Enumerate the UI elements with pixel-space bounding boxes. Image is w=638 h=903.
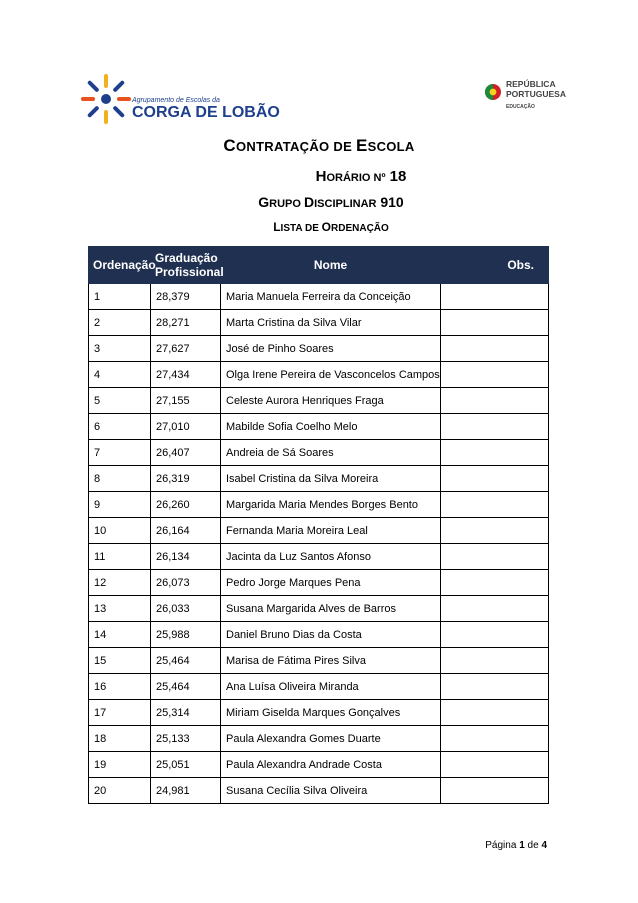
- ordenacao-table: [88, 246, 549, 804]
- coat-of-arms-icon: [485, 84, 501, 100]
- cell-obs: [441, 310, 549, 336]
- table-row: [89, 726, 549, 752]
- gov-line2: PORTUGUESA: [506, 89, 566, 99]
- cell-ordenacao: 12: [89, 570, 151, 596]
- cell-ordenacao: 8: [89, 466, 151, 492]
- cell-nome: Daniel Bruno Dias da Costa: [221, 622, 441, 648]
- cell-nome: Jacinta da Luz Santos Afonso: [221, 544, 441, 570]
- cell-graduacao: 25,464: [151, 674, 221, 700]
- cell-obs: [441, 492, 549, 518]
- header-obs: Obs.: [441, 247, 549, 284]
- table-row: [89, 674, 549, 700]
- cell-ordenacao: 1: [89, 284, 151, 310]
- gov-line1: REPÚBLICA: [506, 79, 556, 89]
- cell-nome: Andreia de Sá Soares: [221, 440, 441, 466]
- cell-obs: [441, 336, 549, 362]
- cell-nome: Ana Luísa Oliveira Miranda: [221, 674, 441, 700]
- gov-line3: EDUCAÇÃO: [506, 104, 535, 110]
- cell-graduacao: 25,988: [151, 622, 221, 648]
- grupo-line: GRUPO DISCIPLINAR 910: [258, 194, 404, 210]
- cell-nome: Olga Irene Pereira de Vasconcelos Campos: [221, 362, 441, 388]
- cell-nome: Celeste Aurora Henriques Fraga: [221, 388, 441, 414]
- cell-obs: [441, 622, 549, 648]
- table-row: [89, 648, 549, 674]
- cell-nome: Isabel Cristina da Silva Moreira: [221, 466, 441, 492]
- cell-nome: Maria Manuela Ferreira da Conceição: [221, 284, 441, 310]
- cell-ordenacao: 5: [89, 388, 151, 414]
- cell-ordenacao: 19: [89, 752, 151, 778]
- cell-graduacao: 26,407: [151, 440, 221, 466]
- cell-obs: [441, 284, 549, 310]
- table-row: [89, 544, 549, 570]
- cell-nome: Paula Alexandra Gomes Duarte: [221, 726, 441, 752]
- page-footer: Página 1 de 4: [485, 840, 547, 851]
- cell-ordenacao: 16: [89, 674, 151, 700]
- cell-graduacao: 26,319: [151, 466, 221, 492]
- cell-obs: [441, 414, 549, 440]
- government-logo: [484, 78, 576, 120]
- cell-obs: [441, 388, 549, 414]
- cell-ordenacao: 14: [89, 622, 151, 648]
- cell-graduacao: 26,260: [151, 492, 221, 518]
- cell-graduacao: 24,981: [151, 778, 221, 804]
- cell-obs: [441, 518, 549, 544]
- lista-line: LISTA DE ORDENAÇÃO: [273, 220, 389, 234]
- horario-line: HORÁRIO Nº 18: [315, 168, 407, 185]
- cell-graduacao: 25,464: [151, 648, 221, 674]
- table-header-row: [89, 247, 549, 284]
- cell-nome: Margarida Maria Mendes Borges Bento: [221, 492, 441, 518]
- cell-graduacao: 26,134: [151, 544, 221, 570]
- table-row: [89, 466, 549, 492]
- table-row: [89, 622, 549, 648]
- cell-ordenacao: 11: [89, 544, 151, 570]
- cell-graduacao: 28,271: [151, 310, 221, 336]
- table-row: [89, 492, 549, 518]
- table-row: [89, 440, 549, 466]
- cell-ordenacao: 4: [89, 362, 151, 388]
- cell-nome: Miriam Giselda Marques Gonçalves: [221, 700, 441, 726]
- cell-ordenacao: 15: [89, 648, 151, 674]
- cell-obs: [441, 362, 549, 388]
- cell-nome: José de Pinho Soares: [221, 336, 441, 362]
- header-ordenacao: Ordenação: [89, 247, 151, 284]
- cell-graduacao: 28,379: [151, 284, 221, 310]
- sun-burst-icon: [81, 74, 131, 124]
- cell-nome: Fernanda Maria Moreira Leal: [221, 518, 441, 544]
- cell-graduacao: 25,314: [151, 700, 221, 726]
- table-row: [89, 414, 549, 440]
- table-row: [89, 700, 549, 726]
- cell-ordenacao: 9: [89, 492, 151, 518]
- cell-ordenacao: 6: [89, 414, 151, 440]
- cell-nome: Marisa de Fátima Pires Silva: [221, 648, 441, 674]
- cell-ordenacao: 20: [89, 778, 151, 804]
- document-title: CONTRATAÇÃO DE ESCOLA: [223, 136, 415, 155]
- cell-obs: [441, 752, 549, 778]
- cell-obs: [441, 440, 549, 466]
- cell-graduacao: 27,155: [151, 388, 221, 414]
- cell-graduacao: 27,010: [151, 414, 221, 440]
- cell-obs: [441, 778, 549, 804]
- cell-nome: Susana Margarida Alves de Barros: [221, 596, 441, 622]
- table-row: [89, 388, 549, 414]
- table-row: [89, 518, 549, 544]
- cell-ordenacao: 13: [89, 596, 151, 622]
- table-row: [89, 336, 549, 362]
- table-row: [89, 752, 549, 778]
- cell-ordenacao: 18: [89, 726, 151, 752]
- table-row: [89, 596, 549, 622]
- cell-obs: [441, 700, 549, 726]
- cell-nome: Paula Alexandra Andrade Costa: [221, 752, 441, 778]
- cell-ordenacao: 17: [89, 700, 151, 726]
- cell-graduacao: 26,033: [151, 596, 221, 622]
- cell-ordenacao: 2: [89, 310, 151, 336]
- cell-graduacao: 25,051: [151, 752, 221, 778]
- table-row: [89, 778, 549, 804]
- cell-graduacao: 27,627: [151, 336, 221, 362]
- cell-nome: Marta Cristina da Silva Vilar: [221, 310, 441, 336]
- cell-graduacao: 25,133: [151, 726, 221, 752]
- cell-graduacao: 26,164: [151, 518, 221, 544]
- table-row: [89, 284, 549, 310]
- cell-obs: [441, 726, 549, 752]
- cell-graduacao: 27,434: [151, 362, 221, 388]
- cell-obs: [441, 544, 549, 570]
- cell-obs: [441, 466, 549, 492]
- cell-obs: [441, 674, 549, 700]
- table-row: [89, 570, 549, 596]
- cell-ordenacao: 7: [89, 440, 151, 466]
- cell-nome: Susana Cecília Silva Oliveira: [221, 778, 441, 804]
- table-row: [89, 310, 549, 336]
- school-tagline: Agrupamento de Escolas da: [132, 97, 220, 104]
- table-row: [89, 362, 549, 388]
- cell-nome: Mabilde Sofia Coelho Melo: [221, 414, 441, 440]
- cell-obs: [441, 648, 549, 674]
- cell-obs: [441, 570, 549, 596]
- cell-graduacao: 26,073: [151, 570, 221, 596]
- school-logo: [88, 68, 280, 130]
- cell-obs: [441, 596, 549, 622]
- cell-ordenacao: 3: [89, 336, 151, 362]
- cell-nome: Pedro Jorge Marques Pena: [221, 570, 441, 596]
- school-name: CORGA DE LOBÃO: [132, 104, 280, 121]
- header-graduacao: Graduação Profissional: [151, 247, 221, 284]
- cell-ordenacao: 10: [89, 518, 151, 544]
- header-nome: Nome: [221, 247, 441, 284]
